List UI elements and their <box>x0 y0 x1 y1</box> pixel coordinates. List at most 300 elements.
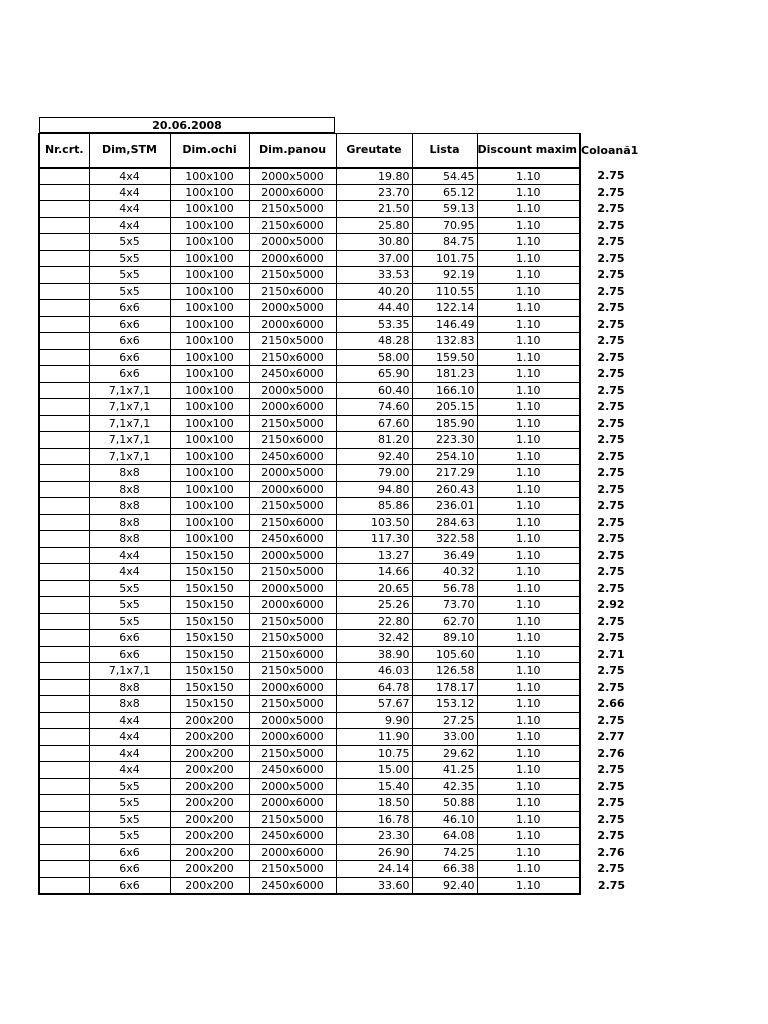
cell-greutate: 9.90 <box>336 712 412 729</box>
cell-dim-panou: 2000x6000 <box>249 399 336 416</box>
cell-greutate: 37.00 <box>336 250 412 267</box>
cell-dim-stm: 4x4 <box>89 201 170 218</box>
cell-dim-panou: 2000x5000 <box>249 547 336 564</box>
cell-dim-panou: 2150x5000 <box>249 498 336 515</box>
cell-dim-ochi: 100x100 <box>170 366 249 383</box>
cell-dim-ochi: 100x100 <box>170 399 249 416</box>
cell-dim-stm: 6x6 <box>89 366 170 383</box>
cell-nr-crt <box>39 679 89 696</box>
cell-dim-ochi: 100x100 <box>170 217 249 234</box>
cell-coloana1: 2.75 <box>597 713 625 727</box>
table-row <box>39 844 642 861</box>
cell-dim-ochi: 150x150 <box>170 564 249 581</box>
cell-dim-panou: 2450x6000 <box>249 877 336 894</box>
cell-discount: 1.10 <box>477 250 580 267</box>
table-row <box>39 399 642 416</box>
cell-dim-panou: 2150x5000 <box>249 201 336 218</box>
cell-discount: 1.10 <box>477 679 580 696</box>
cell-discount: 1.10 <box>477 597 580 614</box>
cell-dim-panou: 2150x5000 <box>249 745 336 762</box>
cell-discount: 1.10 <box>477 184 580 201</box>
table-row <box>39 316 642 333</box>
cell-dim-panou: 2150x5000 <box>249 861 336 878</box>
cell-greutate: 33.53 <box>336 267 412 284</box>
table-row <box>39 366 642 383</box>
cell-lista: 159.50 <box>412 349 477 366</box>
cell-dim-panou: 2000x5000 <box>249 300 336 317</box>
cell-dim-stm: 8x8 <box>89 679 170 696</box>
cell-greutate: 30.80 <box>336 234 412 251</box>
cell-dim-stm: 6x6 <box>89 316 170 333</box>
cell-greutate: 40.20 <box>336 283 412 300</box>
cell-discount: 1.10 <box>477 267 580 284</box>
cell-coloana1: 2.75 <box>597 202 625 216</box>
cell-coloana1: 2.75 <box>597 301 625 315</box>
cell-lista: 126.58 <box>412 663 477 680</box>
cell-nr-crt <box>39 597 89 614</box>
cell-coloana1: 2.75 <box>597 367 625 381</box>
cell-coloana1: 2.75 <box>597 862 625 876</box>
cell-greutate: 21.50 <box>336 201 412 218</box>
table-row <box>39 234 642 251</box>
cell-lista: 73.70 <box>412 597 477 614</box>
cell-greutate: 46.03 <box>336 663 412 680</box>
cell-nr-crt <box>39 514 89 531</box>
cell-dim-ochi: 100x100 <box>170 234 249 251</box>
cell-discount: 1.10 <box>477 613 580 630</box>
cell-lista: 56.78 <box>412 580 477 597</box>
table-row <box>39 762 642 779</box>
cell-nr-crt <box>39 349 89 366</box>
table-row <box>39 778 642 795</box>
cell-coloana1: 2.66 <box>597 697 625 711</box>
table-row <box>39 184 642 201</box>
cell-discount: 1.10 <box>477 844 580 861</box>
cell-dim-stm: 5x5 <box>89 795 170 812</box>
cell-nr-crt <box>39 811 89 828</box>
cell-discount: 1.10 <box>477 448 580 465</box>
price-table <box>38 133 643 895</box>
table-row <box>39 498 642 515</box>
cell-coloana1: 2.75 <box>597 515 625 529</box>
cell-dim-panou: 2000x6000 <box>249 679 336 696</box>
cell-dim-panou: 2150x5000 <box>249 696 336 713</box>
cell-dim-ochi: 200x200 <box>170 745 249 762</box>
header-dim-ochi: Dim.ochi <box>170 134 249 168</box>
cell-coloana1: 2.75 <box>597 680 625 694</box>
cell-lista: 181.23 <box>412 366 477 383</box>
cell-dim-ochi: 100x100 <box>170 432 249 449</box>
cell-greutate: 57.67 <box>336 696 412 713</box>
cell-greutate: 64.78 <box>336 679 412 696</box>
cell-nr-crt <box>39 762 89 779</box>
cell-coloana1: 2.75 <box>597 614 625 628</box>
header-coloana1: Coloană1 <box>581 143 639 157</box>
cell-dim-panou: 2450x6000 <box>249 762 336 779</box>
cell-dim-stm: 6x6 <box>89 349 170 366</box>
cell-dim-stm: 4x4 <box>89 184 170 201</box>
cell-dim-ochi: 150x150 <box>170 580 249 597</box>
cell-greutate: 19.80 <box>336 168 412 185</box>
cell-dim-stm: 6x6 <box>89 630 170 647</box>
table-row <box>39 168 642 185</box>
cell-discount: 1.10 <box>477 432 580 449</box>
cell-lista: 50.88 <box>412 795 477 812</box>
cell-dim-stm: 8x8 <box>89 531 170 548</box>
cell-dim-stm: 5x5 <box>89 613 170 630</box>
cell-nr-crt <box>39 844 89 861</box>
cell-greutate: 74.60 <box>336 399 412 416</box>
cell-dim-ochi: 100x100 <box>170 168 249 185</box>
cell-discount: 1.10 <box>477 349 580 366</box>
cell-discount: 1.10 <box>477 630 580 647</box>
cell-discount: 1.10 <box>477 646 580 663</box>
table-row <box>39 448 642 465</box>
table-row <box>39 811 642 828</box>
cell-coloana1: 2.75 <box>597 565 625 579</box>
cell-coloana1: 2.75 <box>597 532 625 546</box>
cell-dim-ochi: 100x100 <box>170 481 249 498</box>
cell-lista: 146.49 <box>412 316 477 333</box>
cell-nr-crt <box>39 432 89 449</box>
cell-dim-stm: 4x4 <box>89 762 170 779</box>
cell-dim-ochi: 200x200 <box>170 811 249 828</box>
cell-lista: 33.00 <box>412 729 477 746</box>
cell-dim-ochi: 200x200 <box>170 795 249 812</box>
cell-greutate: 33.60 <box>336 877 412 894</box>
cell-nr-crt <box>39 415 89 432</box>
cell-lista: 166.10 <box>412 382 477 399</box>
cell-dim-stm: 8x8 <box>89 696 170 713</box>
cell-dim-panou: 2000x6000 <box>249 795 336 812</box>
cell-dim-stm: 7,1x7,1 <box>89 432 170 449</box>
cell-coloana1: 2.75 <box>597 631 625 645</box>
cell-dim-ochi: 200x200 <box>170 844 249 861</box>
cell-dim-ochi: 150x150 <box>170 630 249 647</box>
cell-lista: 178.17 <box>412 679 477 696</box>
cell-lista: 59.13 <box>412 201 477 218</box>
table-row <box>39 597 642 614</box>
cell-greutate: 20.65 <box>336 580 412 597</box>
cell-lista: 322.58 <box>412 531 477 548</box>
cell-greutate: 24.14 <box>336 861 412 878</box>
cell-discount: 1.10 <box>477 481 580 498</box>
cell-dim-ochi: 200x200 <box>170 762 249 779</box>
cell-dim-panou: 2150x5000 <box>249 613 336 630</box>
cell-nr-crt <box>39 399 89 416</box>
cell-dim-stm: 5x5 <box>89 234 170 251</box>
cell-dim-stm: 5x5 <box>89 283 170 300</box>
cell-coloana1: 2.75 <box>597 350 625 364</box>
cell-nr-crt <box>39 729 89 746</box>
table-row <box>39 663 642 680</box>
cell-lista: 64.08 <box>412 828 477 845</box>
cell-discount: 1.10 <box>477 465 580 482</box>
cell-lista: 284.63 <box>412 514 477 531</box>
cell-dim-ochi: 100x100 <box>170 267 249 284</box>
cell-dim-stm: 5x5 <box>89 250 170 267</box>
cell-dim-ochi: 100x100 <box>170 184 249 201</box>
cell-dim-ochi: 100x100 <box>170 415 249 432</box>
cell-greutate: 11.90 <box>336 729 412 746</box>
cell-nr-crt <box>39 250 89 267</box>
cell-dim-panou: 2150x6000 <box>249 349 336 366</box>
cell-coloana1: 2.75 <box>597 466 625 480</box>
cell-coloana1: 2.75 <box>597 581 625 595</box>
cell-discount: 1.10 <box>477 877 580 894</box>
cell-nr-crt <box>39 745 89 762</box>
cell-coloana1: 2.75 <box>597 334 625 348</box>
cell-greutate: 15.40 <box>336 778 412 795</box>
cell-coloana1: 2.75 <box>597 218 625 232</box>
cell-nr-crt <box>39 646 89 663</box>
cell-lista: 41.25 <box>412 762 477 779</box>
cell-nr-crt <box>39 316 89 333</box>
table-row <box>39 300 642 317</box>
cell-discount: 1.10 <box>477 696 580 713</box>
cell-lista: 217.29 <box>412 465 477 482</box>
cell-discount: 1.10 <box>477 564 580 581</box>
cell-dim-ochi: 150x150 <box>170 597 249 614</box>
cell-coloana1: 2.75 <box>597 812 625 826</box>
table-row <box>39 217 642 234</box>
cell-coloana1: 2.75 <box>597 763 625 777</box>
cell-dim-panou: 2000x5000 <box>249 712 336 729</box>
cell-dim-ochi: 100x100 <box>170 465 249 482</box>
cell-dim-stm: 6x6 <box>89 861 170 878</box>
table-row <box>39 679 642 696</box>
header-lista: Lista <box>412 134 477 168</box>
cell-greutate: 25.26 <box>336 597 412 614</box>
cell-discount: 1.10 <box>477 663 580 680</box>
cell-discount: 1.10 <box>477 811 580 828</box>
cell-dim-stm: 6x6 <box>89 300 170 317</box>
cell-lista: 236.01 <box>412 498 477 515</box>
table-row <box>39 514 642 531</box>
cell-nr-crt <box>39 300 89 317</box>
cell-dim-stm: 5x5 <box>89 778 170 795</box>
cell-coloana1: 2.75 <box>597 449 625 463</box>
cell-lista: 46.10 <box>412 811 477 828</box>
cell-coloana1: 2.75 <box>597 251 625 265</box>
cell-coloana1: 2.75 <box>597 383 625 397</box>
cell-nr-crt <box>39 613 89 630</box>
cell-discount: 1.10 <box>477 168 580 185</box>
cell-dim-panou: 2000x6000 <box>249 316 336 333</box>
cell-nr-crt <box>39 283 89 300</box>
table-row <box>39 283 642 300</box>
cell-nr-crt <box>39 184 89 201</box>
table-row <box>39 646 642 663</box>
cell-nr-crt <box>39 448 89 465</box>
cell-greutate: 25.80 <box>336 217 412 234</box>
cell-coloana1: 2.75 <box>597 317 625 331</box>
cell-nr-crt <box>39 498 89 515</box>
table-row <box>39 432 642 449</box>
cell-dim-stm: 6x6 <box>89 877 170 894</box>
table-row <box>39 861 642 878</box>
cell-dim-stm: 4x4 <box>89 547 170 564</box>
cell-lista: 132.83 <box>412 333 477 350</box>
header-dim-stm: Dim,STM <box>89 134 170 168</box>
cell-coloana1: 2.75 <box>597 548 625 562</box>
cell-dim-panou: 2450x6000 <box>249 366 336 383</box>
cell-dim-stm: 4x4 <box>89 217 170 234</box>
date-header: 20.06.2008 <box>39 117 335 133</box>
cell-dim-panou: 2450x6000 <box>249 448 336 465</box>
cell-dim-stm: 8x8 <box>89 465 170 482</box>
cell-lista: 65.12 <box>412 184 477 201</box>
cell-discount: 1.10 <box>477 828 580 845</box>
header-discount-maxim: Discount maxim <box>477 134 580 168</box>
table-row <box>39 465 642 482</box>
cell-dim-ochi: 200x200 <box>170 861 249 878</box>
cell-dim-panou: 2000x5000 <box>249 465 336 482</box>
table-row <box>39 267 642 284</box>
cell-discount: 1.10 <box>477 861 580 878</box>
cell-dim-stm: 8x8 <box>89 514 170 531</box>
cell-lista: 92.19 <box>412 267 477 284</box>
cell-dim-stm: 5x5 <box>89 811 170 828</box>
cell-coloana1: 2.75 <box>597 878 626 892</box>
cell-lista: 153.12 <box>412 696 477 713</box>
table-row <box>39 382 642 399</box>
cell-nr-crt <box>39 861 89 878</box>
cell-lista: 110.55 <box>412 283 477 300</box>
cell-dim-stm: 5x5 <box>89 580 170 597</box>
cell-discount: 1.10 <box>477 300 580 317</box>
cell-nr-crt <box>39 795 89 812</box>
cell-greutate: 65.90 <box>336 366 412 383</box>
cell-dim-ochi: 100x100 <box>170 201 249 218</box>
cell-discount: 1.10 <box>477 283 580 300</box>
cell-nr-crt <box>39 663 89 680</box>
cell-greutate: 22.80 <box>336 613 412 630</box>
cell-dim-ochi: 150x150 <box>170 679 249 696</box>
cell-discount: 1.10 <box>477 415 580 432</box>
cell-lista: 92.40 <box>412 877 477 894</box>
cell-dim-panou: 2150x5000 <box>249 333 336 350</box>
table-row <box>39 580 642 597</box>
cell-dim-panou: 2150x6000 <box>249 646 336 663</box>
cell-dim-ochi: 200x200 <box>170 828 249 845</box>
header-greutate: Greutate <box>336 134 412 168</box>
cell-dim-panou: 2150x5000 <box>249 630 336 647</box>
cell-nr-crt <box>39 201 89 218</box>
header-dim-panou: Dim.panou <box>249 134 336 168</box>
table-row <box>39 481 642 498</box>
table-row <box>39 333 642 350</box>
cell-greutate: 81.20 <box>336 432 412 449</box>
cell-coloana1: 2.75 <box>597 284 625 298</box>
cell-lista: 29.62 <box>412 745 477 762</box>
cell-greutate: 58.00 <box>336 349 412 366</box>
cell-lista: 223.30 <box>412 432 477 449</box>
cell-dim-stm: 7,1x7,1 <box>89 399 170 416</box>
table-row <box>39 795 642 812</box>
table-row <box>39 564 642 581</box>
cell-dim-ochi: 150x150 <box>170 696 249 713</box>
cell-dim-stm: 6x6 <box>89 333 170 350</box>
cell-nr-crt <box>39 382 89 399</box>
cell-lista: 36.49 <box>412 547 477 564</box>
cell-dim-stm: 8x8 <box>89 498 170 515</box>
cell-dim-ochi: 100x100 <box>170 498 249 515</box>
cell-discount: 1.10 <box>477 531 580 548</box>
cell-greutate: 79.00 <box>336 465 412 482</box>
cell-nr-crt <box>39 366 89 383</box>
cell-dim-panou: 2000x6000 <box>249 729 336 746</box>
cell-lista: 101.75 <box>412 250 477 267</box>
cell-coloana1: 2.75 <box>597 169 625 183</box>
cell-discount: 1.10 <box>477 712 580 729</box>
cell-lista: 254.10 <box>412 448 477 465</box>
cell-nr-crt <box>39 234 89 251</box>
cell-dim-stm: 5x5 <box>89 597 170 614</box>
cell-greutate: 94.80 <box>336 481 412 498</box>
cell-lista: 105.60 <box>412 646 477 663</box>
cell-discount: 1.10 <box>477 795 580 812</box>
cell-dim-stm: 7,1x7,1 <box>89 448 170 465</box>
cell-dim-ochi: 100x100 <box>170 333 249 350</box>
cell-dim-stm: 4x4 <box>89 729 170 746</box>
cell-coloana1: 2.92 <box>597 598 625 612</box>
cell-nr-crt <box>39 531 89 548</box>
cell-greutate: 44.40 <box>336 300 412 317</box>
cell-discount: 1.10 <box>477 316 580 333</box>
cell-greutate: 67.60 <box>336 415 412 432</box>
cell-lista: 185.90 <box>412 415 477 432</box>
cell-lista: 70.95 <box>412 217 477 234</box>
cell-lista: 84.75 <box>412 234 477 251</box>
cell-nr-crt <box>39 333 89 350</box>
cell-nr-crt <box>39 267 89 284</box>
cell-coloana1: 2.75 <box>597 400 625 414</box>
cell-coloana1: 2.76 <box>597 845 625 859</box>
cell-coloana1: 2.75 <box>597 796 625 810</box>
table-row <box>39 613 642 630</box>
cell-nr-crt <box>39 877 89 894</box>
cell-dim-ochi: 100x100 <box>170 531 249 548</box>
cell-coloana1: 2.75 <box>597 664 625 678</box>
table-row <box>39 250 642 267</box>
cell-discount: 1.10 <box>477 729 580 746</box>
cell-dim-panou: 2000x6000 <box>249 481 336 498</box>
table-row <box>39 531 642 548</box>
cell-discount: 1.10 <box>477 547 580 564</box>
cell-dim-panou: 2000x6000 <box>249 184 336 201</box>
cell-nr-crt <box>39 580 89 597</box>
cell-dim-panou: 2000x6000 <box>249 250 336 267</box>
cell-lista: 74.25 <box>412 844 477 861</box>
cell-discount: 1.10 <box>477 778 580 795</box>
cell-greutate: 60.40 <box>336 382 412 399</box>
cell-nr-crt <box>39 465 89 482</box>
cell-dim-ochi: 100x100 <box>170 250 249 267</box>
cell-dim-panou: 2150x5000 <box>249 415 336 432</box>
cell-nr-crt <box>39 168 89 185</box>
cell-coloana1: 2.75 <box>597 482 625 496</box>
cell-nr-crt <box>39 696 89 713</box>
cell-dim-ochi: 100x100 <box>170 316 249 333</box>
cell-coloana1: 2.75 <box>597 268 625 282</box>
header-row <box>39 134 642 168</box>
cell-greutate: 16.78 <box>336 811 412 828</box>
cell-dim-panou: 2000x6000 <box>249 597 336 614</box>
cell-dim-stm: 7,1x7,1 <box>89 415 170 432</box>
cell-dim-panou: 2000x5000 <box>249 234 336 251</box>
cell-greutate: 38.90 <box>336 646 412 663</box>
